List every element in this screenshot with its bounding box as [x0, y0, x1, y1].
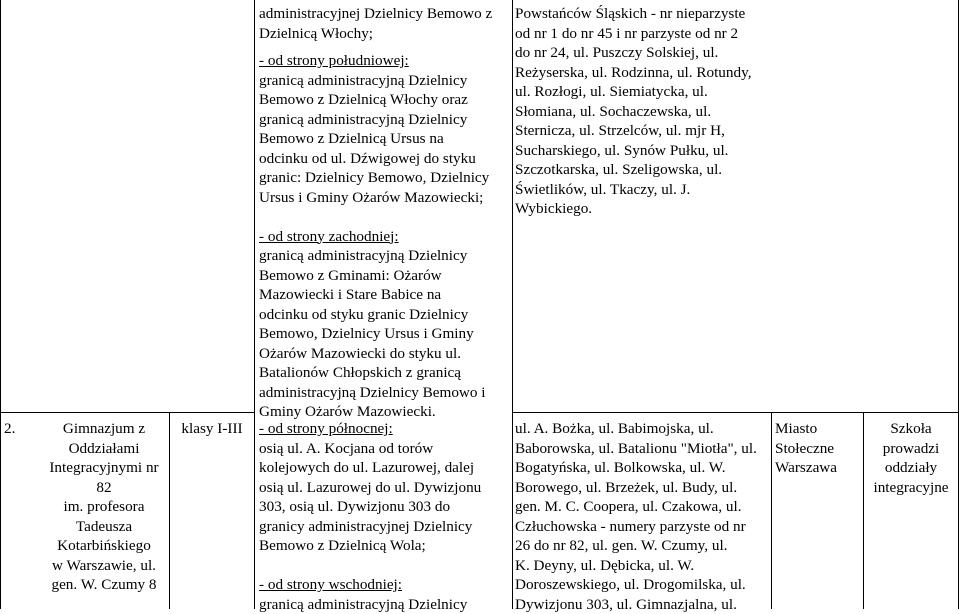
spacer	[259, 207, 492, 227]
column-divider	[512, 0, 513, 609]
streets-text-line: do nr 24, ul. Puszczy Solskiej, ul.	[515, 43, 752, 63]
school-type-remarks	[864, 419, 958, 497]
row-divider	[0, 412, 255, 413]
boundary-text-line: Dzielnicą Włochy;	[259, 24, 492, 44]
school-name-line: Integracyjnymi nr	[40, 458, 168, 478]
streets-text-line: Powstańców Śląskich - nr nieparzyste	[515, 4, 752, 24]
row-number-text: 2.	[4, 419, 15, 439]
boundary-text-line: Ursus i Gminy Ożarów Mazowiecki;	[259, 188, 492, 208]
school-name-line: Tadeusza	[40, 517, 168, 537]
authority-line: Warszawa	[775, 458, 837, 478]
streets-text-line: Świetlików, ul. Tkaczy, ul. J.	[515, 180, 752, 200]
section-heading-north: - od strony północnej:	[259, 419, 481, 439]
boundary-text-line: Bemowo z Gminami: Ożarów	[259, 266, 492, 286]
boundary-text-line: osią ul. Lazurowej do ul. Dywizjonu	[259, 478, 481, 498]
streets-text-line: Szczotkarska, ul. Szeligowska, ul.	[515, 160, 752, 180]
boundary-text-line: granicą administracyjną Dzielnicy	[259, 246, 492, 266]
section-heading-south: - od strony południowej:	[259, 51, 492, 71]
boundary-text-line: Bemowo z Dzielnicą Wola;	[259, 536, 481, 556]
streets-text-line: ul. Rozłogi, ul. Siemiatycka, ul.	[515, 82, 752, 102]
streets-text-line: Borowego, ul. Brzeżek, ul. Budy, ul.	[515, 478, 757, 498]
streets-text-line: Sucharskiego, ul. Synów Pułku, ul.	[515, 141, 752, 161]
school-name-line: Oddziałami	[40, 439, 168, 459]
school-name-line: 82	[40, 478, 168, 498]
streets-list-upper	[515, 4, 752, 219]
spacer	[259, 43, 492, 51]
classes-text: klasy I-III	[170, 419, 254, 439]
streets-text-line: ul. A. Bożka, ul. Babimojska, ul.	[515, 419, 757, 439]
boundary-text-line: odcinku od ul. Dźwigowej do styku	[259, 149, 492, 169]
remarks-line: Szkoła	[864, 419, 958, 439]
classes-cell	[170, 419, 254, 439]
streets-text-line: od nr 1 do nr 45 i nr parzyste od nr 2	[515, 24, 752, 44]
remarks-line: oddziały	[864, 458, 958, 478]
column-divider	[0, 0, 1, 609]
boundary-text-line: kolejowych do ul. Lazurowej, dalej	[259, 458, 481, 478]
column-divider	[771, 412, 772, 609]
boundary-text-line: administracyjnej Dzielnicy Bemowo z	[259, 4, 492, 24]
streets-text-line: Baborowska, ul. Batalionu "Miotła", ul.	[515, 439, 757, 459]
boundary-text-line: granicą administracyjną Dzielnicy	[259, 71, 492, 91]
row-number	[4, 419, 15, 439]
streets-text-line: K. Deyny, ul. Dębicka, ul. W.	[515, 556, 757, 576]
streets-text-line: Słomiana, ul. Sochaczewska, ul.	[515, 102, 752, 122]
streets-text-line: Doroszewskiego, ul. Drogomilska, ul.	[515, 575, 757, 595]
streets-text-line: gen. M. C. Coopera, ul. Czakowa, ul.	[515, 497, 757, 517]
spacer	[259, 556, 481, 576]
column-divider	[254, 0, 255, 609]
boundary-text-line: Batalionów Chłopskich z granicą	[259, 363, 492, 383]
school-name	[40, 419, 168, 595]
school-name-line: Gimnazjum z	[40, 419, 168, 439]
remarks-line: integracyjne	[864, 478, 958, 498]
governing-authority	[775, 419, 837, 478]
boundary-text-line: Mazowiecki i Stare Babice na	[259, 285, 492, 305]
boundary-text-line: 303, osią ul. Dywizjonu 303 do	[259, 497, 481, 517]
column-divider	[169, 412, 170, 609]
boundary-text-line: granicy administracyjnej Dzielnicy	[259, 517, 481, 537]
boundary-text-line: Gminy Ożarów Mazowiecki.	[259, 402, 492, 422]
boundary-text-line: Bemowo z Dzielnicą Ursus na	[259, 129, 492, 149]
streets-text-line: Sternicza, ul. Strzelców, ul. mjr H,	[515, 121, 752, 141]
boundary-text-line: granic: Dzielnicy Bemowo, Dzielnicy	[259, 168, 492, 188]
streets-text-line: Reżyserska, ul. Rodzinna, ul. Rotundy,	[515, 63, 752, 83]
authority-line: Miasto	[775, 419, 837, 439]
streets-text-line: Dywizjonu 303, ul. Gimnazjalna, ul.	[515, 595, 757, 614]
boundary-text-line: osią ul. A. Kocjana od torów	[259, 439, 481, 459]
boundary-text-line: odcinku od styku granic Dzielnicy	[259, 305, 492, 325]
school-name-line: w Warszawie, ul.	[40, 556, 168, 576]
school-name-line: gen. W. Czumy 8	[40, 575, 168, 595]
streets-text-line: Wybickiego.	[515, 199, 752, 219]
section-heading-west: - od strony zachodniej:	[259, 227, 492, 247]
boundary-text-line: administracyjną Dzielnicy Bemowo i	[259, 383, 492, 403]
school-name-line: im. profesora	[40, 497, 168, 517]
streets-list-lower	[515, 419, 757, 614]
boundary-text-line: granicą administracyjną Dzielnicy	[259, 595, 481, 614]
boundary-text-line: granicą administracyjną Dzielnicy	[259, 110, 492, 130]
streets-text-line: Bogatyńska, ul. Bolkowska, ul. W.	[515, 458, 757, 478]
boundary-description-lower	[259, 419, 481, 614]
row-divider	[512, 412, 959, 413]
boundary-text-line: Ożarów Mazowiecki do styku ul.	[259, 344, 492, 364]
remarks-line: prowadzi	[864, 439, 958, 459]
boundary-text-line: Bemowo, Dzielnicy Ursus i Gminy	[259, 324, 492, 344]
boundary-text-line: Bemowo z Dzielnicą Włochy oraz	[259, 90, 492, 110]
streets-text-line: 26 do nr 82, ul. gen. W. Czumy, ul.	[515, 536, 757, 556]
authority-line: Stołeczne	[775, 439, 837, 459]
streets-text-line: Człuchowska - numery parzyste od nr	[515, 517, 757, 537]
school-name-line: Kotarbińskiego	[40, 536, 168, 556]
boundary-description-upper	[259, 4, 492, 422]
section-heading-east: - od strony wschodniej:	[259, 575, 481, 595]
